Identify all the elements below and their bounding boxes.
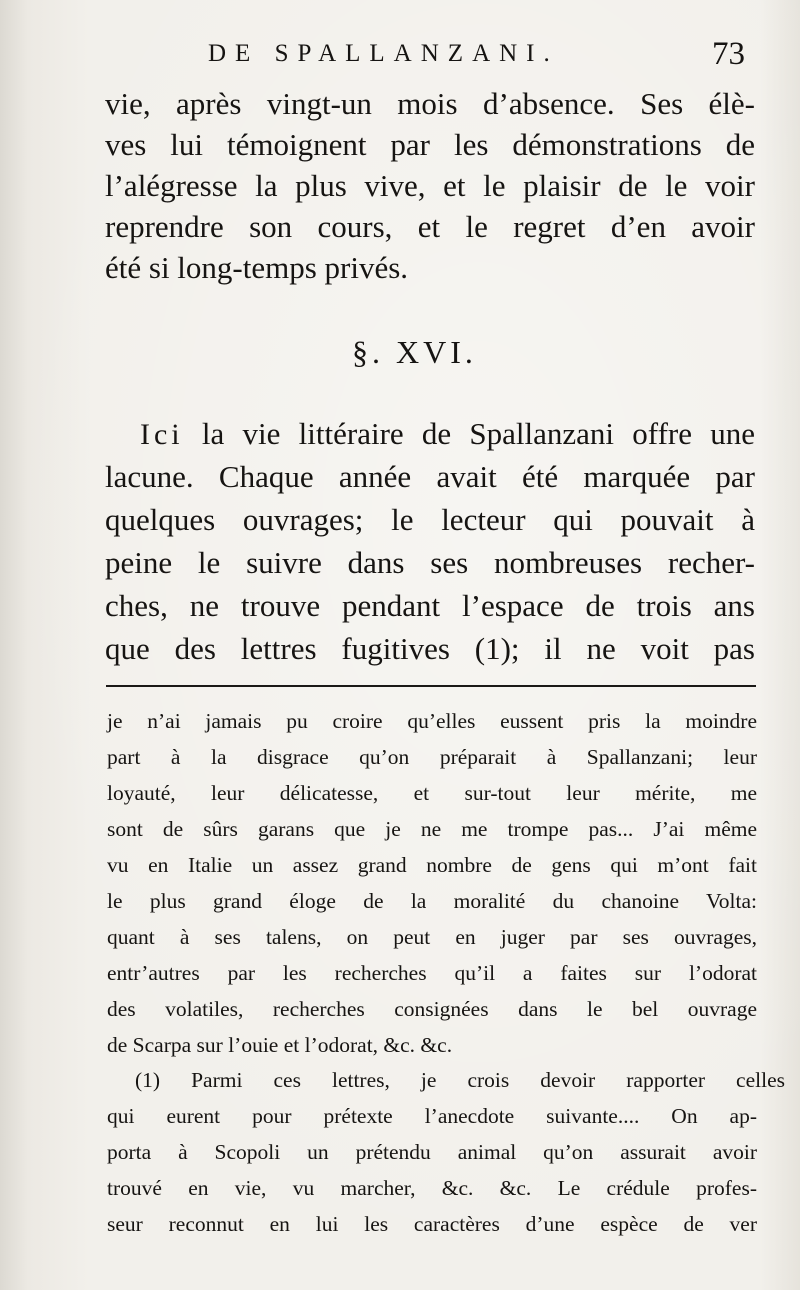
body-line: été si long-temps privés. <box>105 250 409 285</box>
footnote-1-line: trouvé en vie, vu marcher, &c. &c. Le crédule profes- <box>107 1176 757 1200</box>
body-line: ches, ne trouve pendant l’espace de trois ans <box>105 588 755 623</box>
footnote-line: quant à ses talens, on peut en juger par ses ouvrages, <box>107 925 757 949</box>
body-line: peine le suivre dans ses nombreuses recher- <box>105 545 755 580</box>
footnote-1-line: seur reconnut en lui les caractères d’une espèce de ver <box>107 1212 757 1236</box>
footnote-line: sont de sûrs garans que je ne me trompe pas... J’ai même <box>107 817 757 841</box>
footnote-1-line: porta à Scopoli un prétendu animal qu’on assurait avoir <box>107 1140 757 1164</box>
page-number: 73 <box>712 36 745 72</box>
body-line: que des lettres fugitives (1); il ne voit pas <box>105 631 755 666</box>
body-line: lacune. Chaque année avait été marquée par <box>105 459 755 494</box>
body-line: reprendre son cours, et le regret d’en avoir <box>105 209 755 244</box>
body-line: l’alégresse la plus vive, et le plaisir de le voir <box>105 168 755 203</box>
footnote-line: part à la disgrace qu’on préparait à Spallanzani; leur <box>107 745 757 769</box>
dropcap-word: Ici <box>140 418 184 451</box>
footnote-1-line: (1) Parmi ces lettres, je crois devoir rapporter celles <box>135 1068 785 1092</box>
footnote-line: loyauté, leur délicatesse, et sur-tout leur mérite, me <box>107 781 757 805</box>
body-line: vie, après vingt-un mois d’absence. Ses élè- <box>105 86 755 121</box>
body-line: ves lui témoignent par les démonstrations de <box>105 127 755 162</box>
first-line-text: la vie littéraire de Spallanzani offre une <box>201 416 755 451</box>
footnote-1-line: qui eurent pour prétexte l’anecdote suivante.... On ap- <box>107 1104 757 1128</box>
footnote-line: des volatiles, recherches consignées dans le bel ouvrage <box>107 997 757 1021</box>
footnote-rule <box>106 685 756 687</box>
footnote-line: le plus grand éloge de la moralité du chanoine Volta: <box>107 889 757 913</box>
running-title: DE SPALLANZANI. <box>208 40 559 67</box>
section-heading: §. XVI. <box>352 334 477 370</box>
footnote-line: de Scarpa sur l’ouie et l’odorat, &c. &c. <box>107 1033 453 1057</box>
footnote-line: je n’ai jamais pu croire qu’elles eussent pris la moindre <box>107 709 757 733</box>
body-line: quelques ouvrages; le lecteur qui pouvait à <box>105 502 755 537</box>
footnote-line: vu en Italie un assez grand nombre de gens qui m’ont fait <box>107 853 757 877</box>
footnote-line: entr’autres par les recherches qu’il a faites sur l’odorat <box>107 961 757 985</box>
body-line-first <box>140 416 755 452</box>
